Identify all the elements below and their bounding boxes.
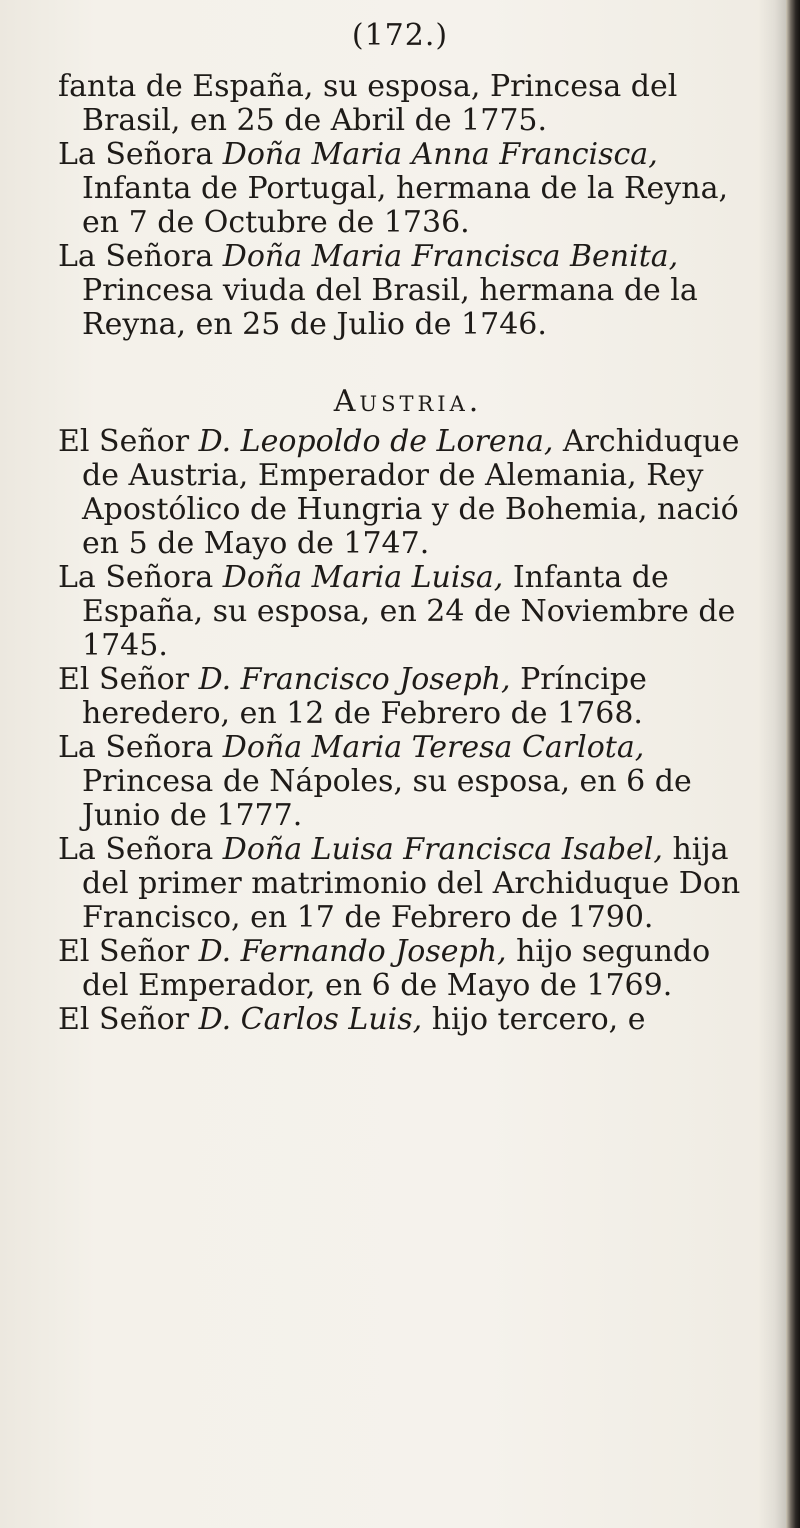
register-entry <box>58 240 758 342</box>
entry-person-name: Doña Maria Francisca Benita, <box>222 239 679 274</box>
entry-lead-text: La Señora <box>58 730 223 765</box>
entry-lead-text: La Señora <box>58 137 223 172</box>
entry-person-name: D. Leopoldo de Lorena, <box>198 424 554 459</box>
entry-lead-text: El Señor <box>58 934 199 969</box>
register-entry <box>58 138 758 240</box>
entry-person-name: D. Francisco Joseph, <box>198 662 511 697</box>
register-entry <box>58 833 758 935</box>
entry-lead-text: La Señora <box>58 560 223 595</box>
register-entry <box>58 731 758 833</box>
gutter-shadow <box>758 0 786 1528</box>
entry-person-name: Doña Maria Luisa, <box>222 560 504 595</box>
section-heading: Austria. <box>333 384 483 419</box>
entry-details-text: Princesa viuda del Brasil, hermana de la Reyna, en 25 de Julio de 1746. <box>82 273 698 342</box>
entry-lead-text: La Señora <box>58 832 223 867</box>
page-text <box>58 70 758 1037</box>
entry-details-text: hija del primer matrimonio del Archiduque Don Francisco, en 17 de Febrero de 1790. <box>82 832 741 935</box>
book-binding-edge <box>786 0 800 1528</box>
entry-details-text: Príncipe heredero, en 12 de Febrero de 1768. <box>82 662 647 731</box>
entry-person-name: Doña Maria Anna Francisca, <box>222 137 658 172</box>
register-entry <box>58 663 758 731</box>
entry-lead-text: El Señor <box>58 662 199 697</box>
entry-lead-text: La Señora <box>58 239 223 274</box>
entry-lead-text: El Señor <box>58 424 199 459</box>
entry-lead-text: fanta de España, su esposa, Princesa del Brasil, en 25 de Abril de 1775. <box>58 69 678 138</box>
register-entry <box>58 561 758 663</box>
entry-person-name: Doña Luisa Francisca Isabel, <box>222 832 663 867</box>
entry-details-text: Infanta de España, su esposa, en 24 de Noviembre de 1745. <box>82 560 736 663</box>
entry-person-name: Doña Maria Teresa Carlota, <box>222 730 645 765</box>
entry-details-text: Princesa de Nápoles, su esposa, en 6 de Junio de 1777. <box>82 764 692 833</box>
entry-person-name: D. Carlos Luis, <box>198 1002 423 1037</box>
entry-details-text: hijo tercero, e <box>422 1002 646 1037</box>
entry-details-text: Archiduque de Austria, Emperador de Alemania, Rey Apostólico de Hungria y de Bohemia, nació en 5 de Mayo de 1747. <box>82 424 740 561</box>
entry-lead-text: El Señor <box>58 1002 199 1037</box>
entry-details-text: Infanta de Portugal, hermana de la Reyna, en 7 de Octubre de 1736. <box>82 171 728 240</box>
register-entry <box>58 425 758 561</box>
entry-details-text: hijo segundo del Emperador, en 6 de Mayo de 1769. <box>82 934 711 1003</box>
register-entry <box>58 935 758 1003</box>
register-entry <box>58 1003 758 1037</box>
register-entry <box>58 70 758 138</box>
entry-person-name: D. Fernando Joseph, <box>198 934 507 969</box>
page-number: (172.) <box>351 18 449 53</box>
